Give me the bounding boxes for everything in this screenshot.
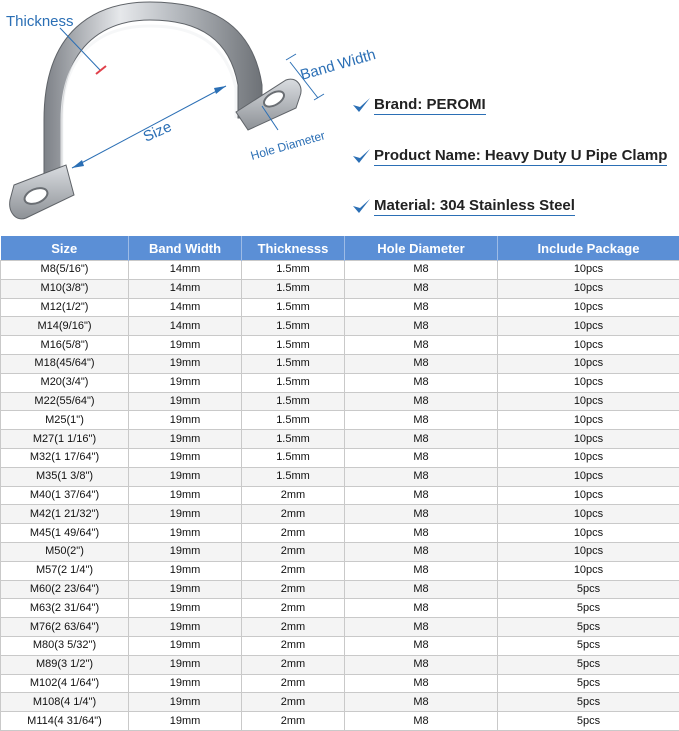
cell-band-width: 19mm xyxy=(129,505,242,524)
cell-package: 10pcs xyxy=(498,336,679,355)
cell-band-width: 19mm xyxy=(129,655,242,674)
cell-band-width: 14mm xyxy=(129,317,242,336)
table-row xyxy=(1,655,679,674)
cell-hole-diameter: M8 xyxy=(345,448,498,467)
cell-thickness: 2mm xyxy=(242,561,345,580)
cell-package: 10pcs xyxy=(498,373,679,392)
cell-size: M108(4 1/4") xyxy=(1,693,129,712)
table-row xyxy=(1,317,679,336)
cell-band-width: 19mm xyxy=(129,336,242,355)
table-row xyxy=(1,693,679,712)
cell-hole-diameter: M8 xyxy=(345,373,498,392)
cell-size: M76(2 63/64") xyxy=(1,618,129,637)
size-spec-table xyxy=(0,236,679,731)
cell-band-width: 19mm xyxy=(129,599,242,618)
cell-band-width: 19mm xyxy=(129,467,242,486)
cell-size: M45(1 49/64") xyxy=(1,524,129,543)
cell-hole-diameter: M8 xyxy=(345,298,498,317)
cell-band-width: 19mm xyxy=(129,486,242,505)
cell-thickness: 2mm xyxy=(242,674,345,693)
cell-thickness: 2mm xyxy=(242,524,345,543)
cell-hole-diameter: M8 xyxy=(345,411,498,430)
cell-package: 5pcs xyxy=(498,712,679,731)
cell-package: 5pcs xyxy=(498,580,679,599)
cell-hole-diameter: M8 xyxy=(345,317,498,336)
cell-band-width: 14mm xyxy=(129,261,242,280)
check-icon xyxy=(350,145,372,167)
table-row xyxy=(1,712,679,731)
spec-product-name-text: Product Name: Heavy Duty U Pipe Clamp xyxy=(374,147,667,166)
cell-size: M102(4 1/64") xyxy=(1,674,129,693)
cell-size: M42(1 21/32") xyxy=(1,505,129,524)
clamp-band xyxy=(44,2,262,200)
table-row xyxy=(1,279,679,298)
cell-hole-diameter: M8 xyxy=(345,618,498,637)
cell-size: M8(5/16") xyxy=(1,261,129,280)
cell-hole-diameter: M8 xyxy=(345,561,498,580)
cell-size: M22(55/64") xyxy=(1,392,129,411)
table-row xyxy=(1,373,679,392)
cell-size: M12(1/2") xyxy=(1,298,129,317)
spec-brand-text: Brand: PEROMI xyxy=(374,96,486,115)
cell-hole-diameter: M8 xyxy=(345,279,498,298)
product-illustration-area xyxy=(0,0,679,235)
cell-band-width: 19mm xyxy=(129,524,242,543)
cell-hole-diameter: M8 xyxy=(345,261,498,280)
cell-band-width: 19mm xyxy=(129,712,242,731)
table-row xyxy=(1,392,679,411)
cell-band-width: 19mm xyxy=(129,354,242,373)
thickness-label: Thickness xyxy=(6,13,74,30)
spec-material-text: Material: 304 Stainless Steel xyxy=(374,197,575,216)
cell-thickness: 1.5mm xyxy=(242,411,345,430)
check-icon xyxy=(350,195,372,217)
cell-thickness: 1.5mm xyxy=(242,467,345,486)
cell-size: M35(1 3/8") xyxy=(1,467,129,486)
cell-band-width: 19mm xyxy=(129,618,242,637)
cell-package: 10pcs xyxy=(498,542,679,561)
header-thickness: Thicknesss xyxy=(242,236,345,261)
cell-band-width: 19mm xyxy=(129,674,242,693)
cell-package: 5pcs xyxy=(498,693,679,712)
band-width-label: Band Width xyxy=(298,46,377,84)
table-row xyxy=(1,486,679,505)
cell-hole-diameter: M8 xyxy=(345,636,498,655)
cell-thickness: 2mm xyxy=(242,655,345,674)
cell-package: 10pcs xyxy=(498,411,679,430)
cell-package: 10pcs xyxy=(498,317,679,336)
table-row xyxy=(1,336,679,355)
hole-diameter-label: Hole Diameter xyxy=(249,128,327,163)
cell-package: 10pcs xyxy=(498,561,679,580)
cell-package: 5pcs xyxy=(498,599,679,618)
cell-package: 10pcs xyxy=(498,486,679,505)
cell-hole-diameter: M8 xyxy=(345,693,498,712)
cell-thickness: 1.5mm xyxy=(242,392,345,411)
cell-thickness: 1.5mm xyxy=(242,298,345,317)
cell-package: 10pcs xyxy=(498,430,679,449)
table-row xyxy=(1,580,679,599)
cell-hole-diameter: M8 xyxy=(345,392,498,411)
cell-size: M57(2 1/4") xyxy=(1,561,129,580)
spec-material xyxy=(350,195,575,217)
cell-thickness: 2mm xyxy=(242,599,345,618)
cell-band-width: 14mm xyxy=(129,298,242,317)
cell-package: 5pcs xyxy=(498,674,679,693)
cell-size: M25(1") xyxy=(1,411,129,430)
cell-thickness: 1.5mm xyxy=(242,336,345,355)
cell-size: M20(3/4") xyxy=(1,373,129,392)
cell-thickness: 1.5mm xyxy=(242,279,345,298)
table-row xyxy=(1,448,679,467)
table-header-row xyxy=(1,236,679,261)
check-icon xyxy=(350,94,372,116)
cell-band-width: 19mm xyxy=(129,392,242,411)
cell-band-width: 19mm xyxy=(129,561,242,580)
table-row xyxy=(1,411,679,430)
cell-package: 10pcs xyxy=(498,298,679,317)
cell-thickness: 1.5mm xyxy=(242,448,345,467)
cell-band-width: 19mm xyxy=(129,580,242,599)
cell-thickness: 1.5mm xyxy=(242,317,345,336)
cell-hole-diameter: M8 xyxy=(345,524,498,543)
table-row xyxy=(1,467,679,486)
cell-hole-diameter: M8 xyxy=(345,655,498,674)
cell-size: M10(3/8") xyxy=(1,279,129,298)
cell-thickness: 2mm xyxy=(242,505,345,524)
cell-thickness: 2mm xyxy=(242,693,345,712)
cell-band-width: 19mm xyxy=(129,542,242,561)
cell-thickness: 1.5mm xyxy=(242,373,345,392)
table-row xyxy=(1,674,679,693)
cell-size: M16(5/8") xyxy=(1,336,129,355)
size-label: Size xyxy=(141,118,175,145)
cell-thickness: 2mm xyxy=(242,712,345,731)
header-band-width: Band Width xyxy=(129,236,242,261)
cell-package: 5pcs xyxy=(498,655,679,674)
cell-band-width: 19mm xyxy=(129,411,242,430)
table-row xyxy=(1,261,679,280)
cell-band-width: 19mm xyxy=(129,636,242,655)
cell-package: 5pcs xyxy=(498,636,679,655)
cell-thickness: 2mm xyxy=(242,580,345,599)
cell-thickness: 2mm xyxy=(242,636,345,655)
cell-size: M63(2 31/64") xyxy=(1,599,129,618)
cell-package: 10pcs xyxy=(498,354,679,373)
cell-size: M32(1 17/64") xyxy=(1,448,129,467)
cell-package: 10pcs xyxy=(498,279,679,298)
cell-band-width: 19mm xyxy=(129,693,242,712)
table-row xyxy=(1,298,679,317)
cell-hole-diameter: M8 xyxy=(345,467,498,486)
cell-hole-diameter: M8 xyxy=(345,580,498,599)
table-row xyxy=(1,524,679,543)
cell-size: M80(3 5/32") xyxy=(1,636,129,655)
table-row xyxy=(1,542,679,561)
table-row xyxy=(1,430,679,449)
spec-brand xyxy=(350,94,486,116)
table-row xyxy=(1,599,679,618)
cell-size: M89(3 1/2") xyxy=(1,655,129,674)
cell-thickness: 1.5mm xyxy=(242,261,345,280)
cell-thickness: 2mm xyxy=(242,486,345,505)
cell-hole-diameter: M8 xyxy=(345,505,498,524)
cell-thickness: 1.5mm xyxy=(242,354,345,373)
table-row xyxy=(1,505,679,524)
cell-package: 5pcs xyxy=(498,618,679,637)
cell-size: M27(1 1/16") xyxy=(1,430,129,449)
header-hole-diameter: Hole Diameter xyxy=(345,236,498,261)
cell-hole-diameter: M8 xyxy=(345,336,498,355)
cell-package: 10pcs xyxy=(498,448,679,467)
cell-package: 10pcs xyxy=(498,505,679,524)
cell-band-width: 19mm xyxy=(129,448,242,467)
header-include-package: Include Package xyxy=(498,236,679,261)
table-row xyxy=(1,618,679,637)
header-size: Size xyxy=(1,236,129,261)
cell-thickness: 1.5mm xyxy=(242,430,345,449)
cell-band-width: 19mm xyxy=(129,430,242,449)
cell-hole-diameter: M8 xyxy=(345,354,498,373)
table-row xyxy=(1,636,679,655)
cell-size: M40(1 37/64") xyxy=(1,486,129,505)
cell-hole-diameter: M8 xyxy=(345,486,498,505)
cell-size: M18(45/64") xyxy=(1,354,129,373)
cell-size: M60(2 23/64") xyxy=(1,580,129,599)
cell-size: M50(2") xyxy=(1,542,129,561)
cell-package: 10pcs xyxy=(498,261,679,280)
cell-hole-diameter: M8 xyxy=(345,542,498,561)
cell-hole-diameter: M8 xyxy=(345,430,498,449)
cell-size: M114(4 31/64") xyxy=(1,712,129,731)
cell-package: 10pcs xyxy=(498,392,679,411)
cell-band-width: 19mm xyxy=(129,373,242,392)
cell-band-width: 14mm xyxy=(129,279,242,298)
cell-hole-diameter: M8 xyxy=(345,599,498,618)
cell-package: 10pcs xyxy=(498,467,679,486)
spec-product-name xyxy=(350,145,667,167)
table-row xyxy=(1,354,679,373)
cell-hole-diameter: M8 xyxy=(345,712,498,731)
table-row xyxy=(1,561,679,580)
cell-thickness: 2mm xyxy=(242,542,345,561)
cell-thickness: 2mm xyxy=(242,618,345,637)
cell-package: 10pcs xyxy=(498,524,679,543)
u-clamp-diagram xyxy=(0,0,679,235)
cell-size: M14(9/16") xyxy=(1,317,129,336)
cell-hole-diameter: M8 xyxy=(345,674,498,693)
